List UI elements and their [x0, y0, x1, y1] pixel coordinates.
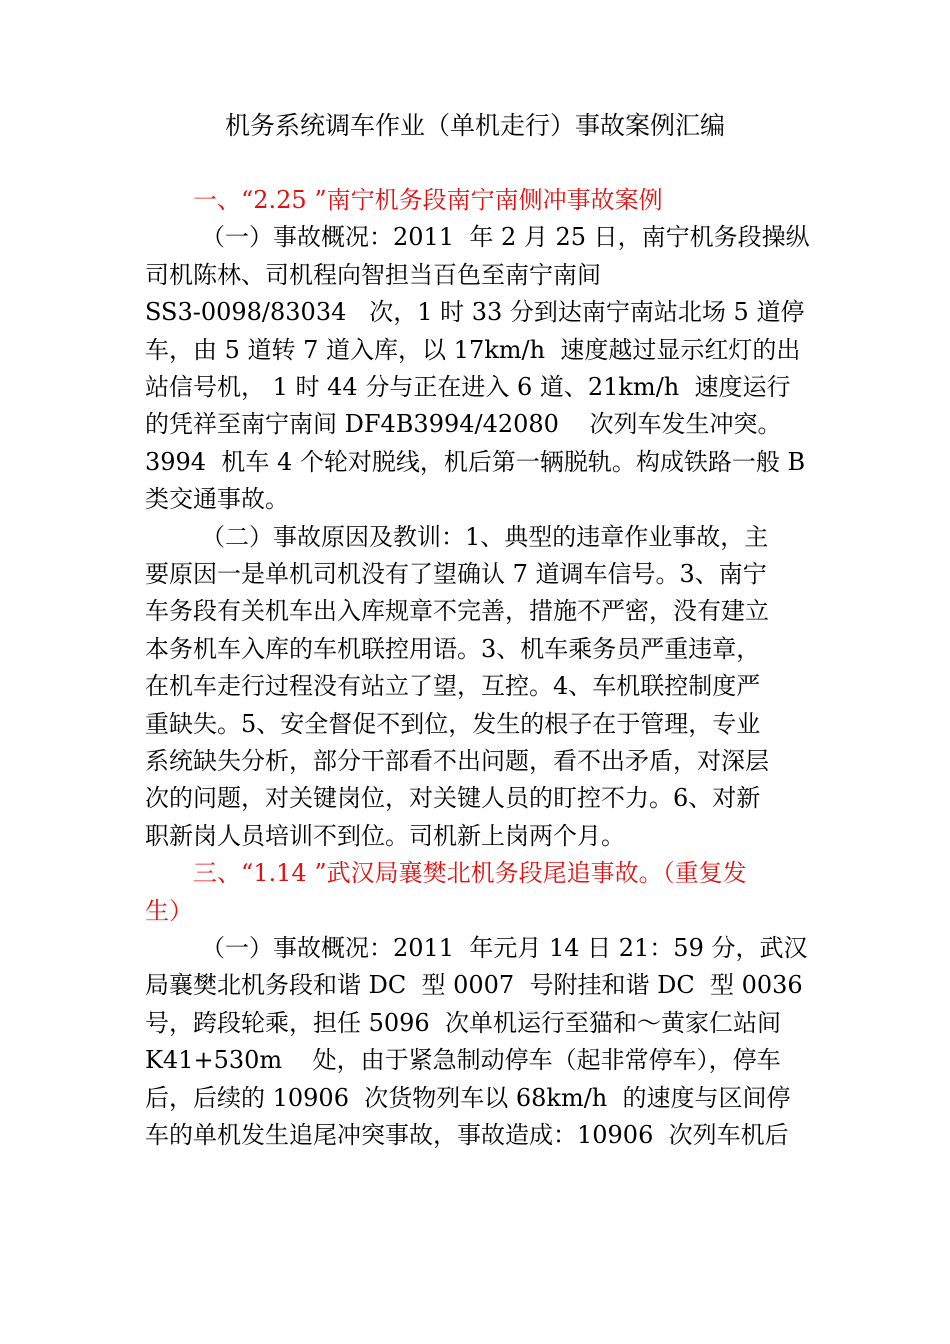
body-text-line: 要原因一是单机司机没有了望确认 7 道调车信号。3、南宁 — [145, 560, 767, 588]
body-text-line: 号，跨段轮乘，担任 5096 次单机运行至猫和～黄家仁站间 — [145, 1008, 781, 1037]
body-text-line: 局襄樊北机务段和谐 DC 型 0007 号附挂和谐 DC 型 0036 — [145, 971, 803, 1000]
body-text-line: 在机车走行过程没有站立了望，互控。4、车机联控制度严 — [145, 672, 761, 701]
body-text-line: 后，后续的 10906 次货物列车以 68km/h 的速度与区间停 — [145, 1083, 791, 1112]
body-text-line: 车，由 5 道转 7 道入库，以 17km/h 速度越过显示红灯的出 — [145, 335, 801, 364]
body-text-line: 3994 机车 4 个轮对脱线，机后第一辆脱轨。构成铁路一般 B — [145, 447, 806, 476]
body-text-line: （一）事故概况：2011 年元月 14 日 21：59 分，武汉 — [201, 934, 808, 962]
body-text-line: 次的问题，对关键岗位，对关键人员的盯控不力。6、对新 — [145, 784, 761, 813]
body-text-line: 本务机车入库的车机联控用语。3、机车乘务员严重违章， — [145, 634, 761, 663]
body-text-line: 类交通事故。 — [145, 485, 289, 514]
body-text-line: SS3-0098/83034 次，1 时 33 分到达南宁南站北场 5 道停 — [145, 298, 805, 327]
body-text-line: 重缺失。5、安全督促不到位，发生的根子在于管理，专业 — [145, 709, 761, 738]
body-text-line: 司机陈林、司机程向智担当百色至南宁南间 — [145, 260, 601, 289]
document-title: 机务系统调车作业（单机走行）事故案例汇编 — [224, 111, 725, 140]
body-text-line: （一）事故概况：2011 年 2 月 25 日，南宁机务段操纵 — [201, 223, 810, 252]
body-text-line: K41+530m 处，由于紧急制动停车（起非常停车），停车 — [145, 1046, 781, 1075]
body-text-line: 职新岗人员培训不到位。司机新上岗两个月。 — [145, 821, 625, 850]
section-heading-line: 三、“1.14 ”武汉局襄樊北机务段尾追事故。（重复发 — [193, 859, 747, 888]
body-text-line: 车务段有关机车出入库规章不完善，措施不严密，没有建立 — [145, 597, 769, 626]
body-text-line: 站信号机， 1 时 44 分与正在进入 6 道、21km/h 速度运行 — [145, 373, 791, 401]
body-text-line: 系统缺失分析，部分干部看不出问题，看不出矛盾，对深层 — [145, 747, 769, 775]
body-text-line: 车的单机发生追尾冲突事故，事故造成：10906 次列车机后 — [145, 1121, 789, 1149]
section-heading-line: 一、“2.25 ”南宁机务段南宁南侧冲事故案例 — [193, 186, 663, 214]
section-heading-line: 生） — [145, 896, 193, 925]
body-text-line: 的凭祥至南宁南间 DF4B3994/42080 次列车发生冲突。 — [145, 410, 782, 439]
body-text-line: （二）事故原因及教训：1、典型的违章作业事故，主 — [201, 522, 769, 551]
